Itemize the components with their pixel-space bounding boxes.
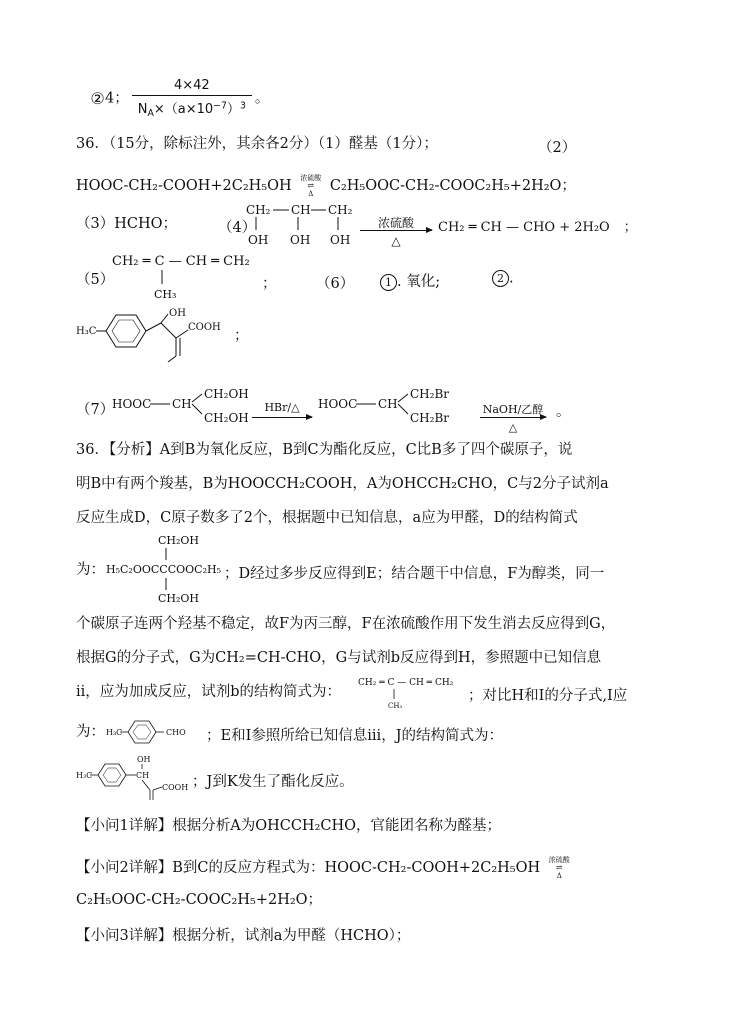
reagent-b-structure [358, 672, 468, 712]
analysis-line-7a: ⅱ，应为加成反应，试剂b的结构简式为： [76, 684, 342, 700]
j-oh: OH [137, 755, 151, 764]
reagent-b-ch3: CH₃ [388, 702, 403, 710]
analysis-line-4b: ；D经过多步反应得到E；结合题干中信息，F为醇类，同一 [224, 566, 605, 582]
glycerol-oh-2: OH [290, 233, 311, 247]
compound-j-structure-small [76, 754, 196, 804]
d-bot: CH₂OH [158, 592, 200, 605]
q36-part5-end: ； [262, 276, 277, 292]
q36-part7-arrow-1: HBr/△ [252, 409, 312, 425]
j-cooh: COOH [162, 783, 189, 792]
analysis-line-8b: ；E和I参照所给已知信息ⅲ，J的结构简式为： [206, 728, 504, 744]
d-mid: H₅C₂OOCCCOOC₂H₅ [106, 563, 221, 576]
glycerol-c2: CH [291, 203, 311, 217]
hydroxyl-label: OH [169, 308, 186, 319]
start-r1: CH₂OH [204, 387, 249, 401]
glycerol-structure [246, 198, 356, 248]
subq-1: 【小问1详解】根据分析A为OHCCH₂CHO，官能团名称为醛基； [76, 818, 502, 834]
analysis-line-4a: 为： [76, 562, 105, 578]
analysis-line-1: 36．【分析】A到B为氧化反应，B到C为酯化反应，C比B多了四个碳原子，说 [76, 442, 573, 458]
glycerol-c1: CH₂ [246, 203, 271, 217]
analysis-line-5: 个碳原子连两个羟基不稳定，故F为丙三醇，F在浓硫酸作用下发生消去反应得到G， [76, 616, 616, 632]
q36-part7-start [112, 386, 252, 434]
mid-r1: CH₂Br [410, 387, 450, 401]
q36-part6-label: （6） [316, 276, 355, 292]
subq-3: 【小问3详解】根据分析，试剂a为甲醛（HCHO）； [76, 928, 411, 944]
glycerol-oh-3: OH [330, 233, 351, 247]
isoprene-structure [112, 248, 262, 300]
answer-q2: ②4； $\frac{4\times 42}{N_A\times(a\times 10^{-7})^3}$ 。 [90, 78, 270, 119]
q36-part3: （3）HCHO； [76, 216, 177, 232]
mid-hooc: HOOC [318, 397, 358, 411]
circled-2-marker: 2 [492, 270, 509, 287]
analysis-line-8a: 为： [76, 724, 105, 740]
start-ch: CH [172, 397, 192, 411]
j-ch: CH [136, 771, 150, 780]
q36-part4-label: （4） [218, 220, 257, 236]
q36-part4-arrow: 浓硫酸 △ [360, 222, 432, 238]
carboxyl-label: COOH [188, 322, 221, 333]
start-hooc: HOOC [112, 397, 152, 411]
start-r2: CH₂OH [204, 411, 249, 425]
q36-part6-answer-b: 2 . [492, 270, 514, 287]
analysis-line-9b: ；J到K发生了酯化反应。 [192, 774, 354, 790]
q36-equation-2: HOOC-CH₂-COOH+2C₂H₅OH 浓硫酸 ⇌ Δ C₂H₅OOC-CH₂-COOC₂H₅+2H₂O； [76, 174, 576, 198]
mid-ch: CH [378, 397, 398, 411]
q36-header: 36．（15分，除标注外，其余各2分）（1）醛基（1分）； [76, 136, 438, 152]
q36-part2-label: （2） [538, 140, 577, 156]
q2-numerator: 4×42 [173, 78, 210, 93]
reversible-arrow-icon: 浓硫酸 ⇌ Δ [548, 856, 570, 880]
subq-2-cont: C₂H₅OOC-CH₂-COOC₂H₅+2H₂O； [76, 892, 323, 908]
i-methyl: H₃C [106, 728, 123, 737]
compound-i-structure [106, 716, 206, 748]
q36-part7-end: 。 [556, 404, 571, 420]
glycerol-c3: CH₂ [328, 203, 353, 217]
q36-part6-answer-a: 1 . 氧化; [380, 270, 440, 291]
analysis-line-7b: ；对比H和I的分子式,I应 [468, 688, 628, 704]
compound-j-structure [76, 306, 246, 366]
isoprene-chain: CH₂ ═ C — CH ═ CH₂ [112, 254, 250, 269]
glycerol-oh-1: OH [248, 233, 269, 247]
circled-1-marker: 1 [380, 274, 397, 291]
q36-part7-label: （7） [76, 402, 115, 418]
analysis-line-3: 反应生成D，C原子数多了2个，根据题中已知信息，a应为甲醛，D的结构简式 [76, 510, 578, 526]
reagent-b-chain: CH₂ ═ C — CH ═ CH₂ [358, 678, 454, 688]
isoprene-ch3: CH₃ [154, 288, 177, 300]
q2-denominator: $N_A\times(a\times 10^{-7})^3$ [132, 95, 252, 119]
analysis-line-2: 明B中有两个羧基，B为HOOCCH₂COOH，A为OHCCH₂CHO，C与2分子试剂a [76, 476, 609, 492]
q36-part7-intermediate [318, 386, 452, 434]
circled-2-marker: ② [90, 88, 105, 108]
q36-part6-end: ； [234, 328, 249, 344]
j-methyl: H₃C [76, 771, 93, 780]
q36-part5-label: （5） [76, 272, 115, 288]
mid-r2: CH₂Br [410, 411, 450, 425]
reversible-arrow-icon: 浓硫酸 ⇌ Δ [300, 174, 322, 198]
i-cho: CHO [166, 728, 186, 737]
subq-2: 【小问2详解】B到C的反应方程式为：HOOC-CH₂-COOH+2C₂H₅OH 浓硫酸 ⇌ Δ [76, 856, 570, 880]
compound-d-structure [106, 532, 226, 608]
q36-part7-arrow-2: NaOH/乙醇 △ [480, 409, 546, 425]
q2-fraction [132, 78, 252, 119]
methyl-label: H₃C [76, 326, 97, 337]
q2-prefix: 4； [105, 90, 129, 107]
d-top: CH₂OH [158, 534, 200, 547]
analysis-line-6: 根据G的分子式，G为CH₂=CH-CHO，G与试剂b反应得到H，参照题中已知信息 [76, 650, 602, 666]
q36-part4-product: CH₂ ═ CH — CHO + 2H₂O ； [438, 220, 637, 235]
